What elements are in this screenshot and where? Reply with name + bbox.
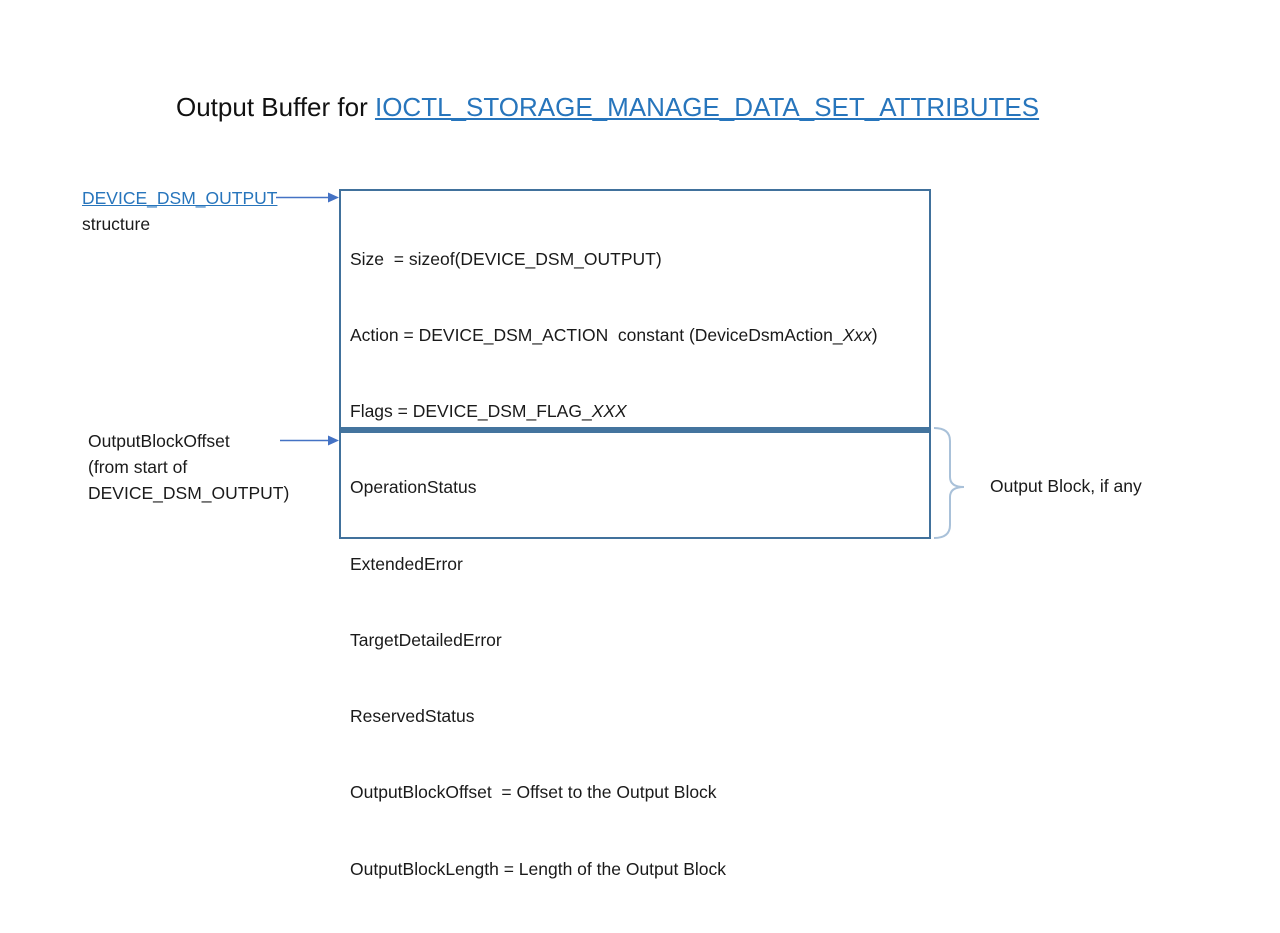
field-target-detailed-error: TargetDetailedError <box>350 629 502 650</box>
field-output-block-length: OutputBlockLength = Length of the Output Block <box>350 858 727 879</box>
output-block-label: Output Block, if any <box>990 476 1142 496</box>
field-size: Size = sizeof(DEVICE_DSM_OUTPUT) <box>350 248 662 269</box>
field-operation-status: OperationStatus <box>350 477 477 498</box>
field-extended-error: ExtendedError <box>350 553 463 574</box>
title-ioctl-link[interactable]: IOCTL_STORAGE_MANAGE_DATA_SET_ATTRIBUTES <box>374 92 1040 122</box>
offset-label-line1: OutputBlockOffset <box>88 431 230 451</box>
field-flags: Flags = DEVICE_DSM_FLAG_XXX <box>350 401 627 422</box>
device-dsm-output-label <box>82 185 277 237</box>
device-dsm-output-structure-box <box>339 189 931 879</box>
page-title <box>176 92 1039 123</box>
arrow-offset-to-block <box>280 434 340 447</box>
offset-label-line2: (from start of <box>88 457 188 477</box>
device-dsm-output-link[interactable]: DEVICE_DSM_OUTPUT <box>82 188 278 208</box>
output-block-divider <box>341 427 929 433</box>
output-block-offset-label <box>88 428 289 506</box>
field-reserved-status: ReservedStatus <box>350 706 475 727</box>
field-action: Action = DEVICE_DSM_ACTION constant (DeviceDsmAction_Xxx) <box>350 325 878 346</box>
field-output-block-offset: OutputBlockOffset = Offset to the Output Block <box>350 782 717 803</box>
title-prefix: Output Buffer for <box>176 92 375 122</box>
output-block-brace <box>930 424 975 546</box>
structure-fields <box>341 191 929 933</box>
offset-label-line3: DEVICE_DSM_OUTPUT) <box>88 483 290 503</box>
arrow-structure-to-box <box>276 191 340 204</box>
structure-caption: structure <box>82 214 151 234</box>
